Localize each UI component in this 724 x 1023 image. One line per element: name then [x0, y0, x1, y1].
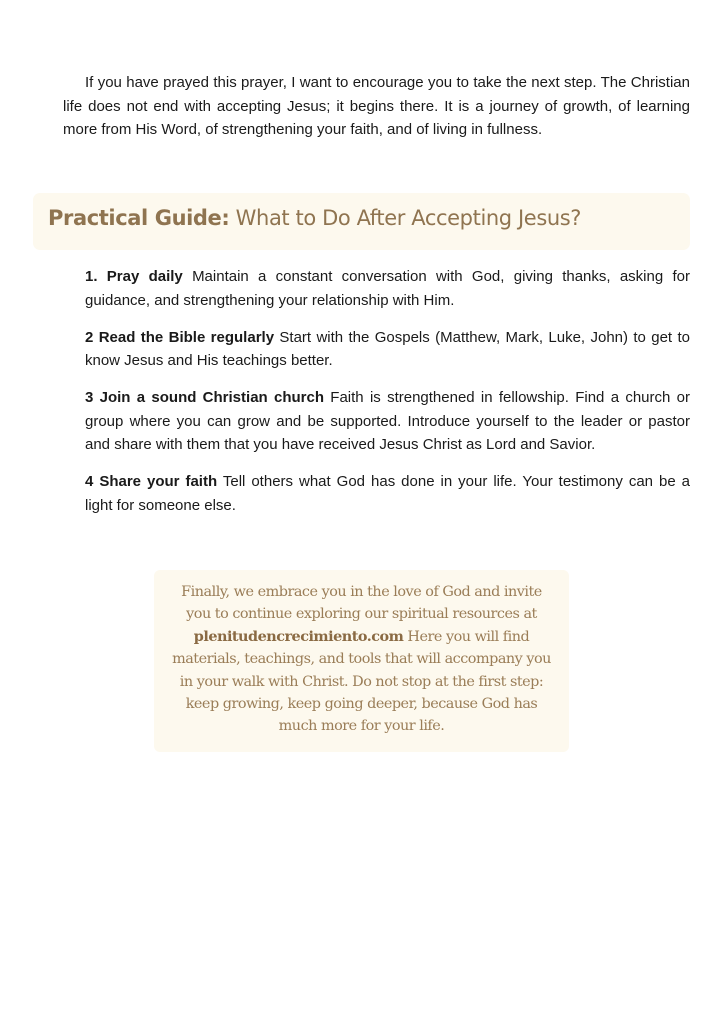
step-text: Start with the Gospels (Matthew, Mark, Luke, John) to get to know Jesus and His teachings better.: [85, 328, 690, 369]
step-item: [85, 386, 690, 457]
website-link[interactable]: plenitudencrecimiento.com: [193, 627, 404, 645]
steps-list: [85, 265, 690, 531]
closing-callout: [154, 570, 569, 752]
closing-text-before: Finally, we embrace you in the love of God and invite you to continue exploring our spiritual resources at: [181, 584, 542, 623]
step-text: Maintain a constant conversation with God, giving thanks, asking for guidance, and strengthening your relationship with Him.: [85, 268, 690, 309]
step-item: [85, 326, 690, 373]
step-item: [85, 265, 690, 312]
guide-heading-bold: Practical Guide:: [48, 206, 230, 230]
step-title: 3 Join a sound Christian church: [85, 389, 324, 406]
step-title: 1. Pray daily: [85, 268, 183, 285]
guide-heading-rest: What to Do After Accepting Jesus?: [235, 206, 582, 230]
step-text: Faith is strengthened in fellowship. Find a church or group where you can grow and be supported. Introduce yourself to the leader or pastor and share with them that you have received Jesus Christ as Lord and Savior.: [85, 389, 690, 453]
step-item: [85, 470, 690, 517]
intro-paragraph: If you have prayed this prayer, I want to encourage you to take the next step. The Christian life does not end with accepting Jesus; it begins there. It is a journey of growth, of learning more from His Word, of strengthening your faith, and of living in fullness.: [63, 74, 690, 138]
step-title: 2 Read the Bible regularly: [85, 328, 275, 346]
closing-text-after: Here you will find materials, teachings, and tools that will accompany you in your walk with Christ. Do not stop at the first step: keep growing, keep going deeper, because God has much more for your life.: [172, 628, 551, 735]
guide-heading: [33, 193, 690, 250]
step-text: Tell others what God has done in your life. Your testimony can be a light for someone else.: [85, 473, 690, 514]
step-title: 4 Share your faith: [85, 473, 218, 490]
